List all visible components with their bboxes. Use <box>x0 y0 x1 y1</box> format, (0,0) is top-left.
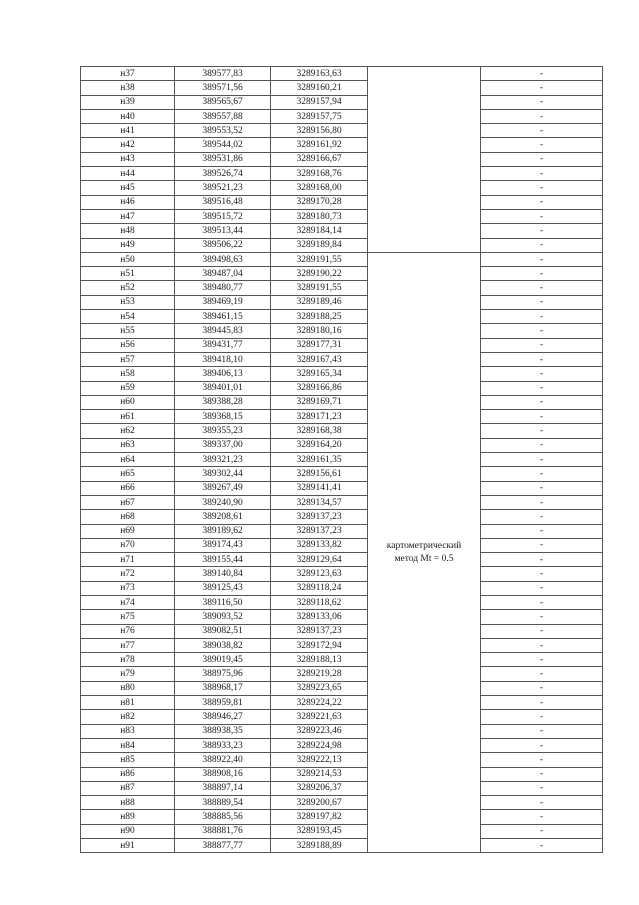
table-row <box>81 367 603 381</box>
coordinates-table-container <box>80 66 603 853</box>
table-row <box>81 152 603 166</box>
point-name-cell: н38 <box>81 81 175 95</box>
x-coordinate-cell: 389267,49 <box>175 481 271 495</box>
point-name-cell: н54 <box>81 310 175 324</box>
point-name-cell: н70 <box>81 538 175 552</box>
y-coordinate-cell: 3289137,23 <box>271 524 368 538</box>
y-coordinate-cell: 3289206,37 <box>271 781 368 795</box>
point-name-cell: н85 <box>81 753 175 767</box>
y-coordinate-cell: 3289134,57 <box>271 495 368 509</box>
x-coordinate-cell: 389521,23 <box>175 181 271 195</box>
table-row <box>81 195 603 209</box>
y-coordinate-cell: 3289191,55 <box>271 281 368 295</box>
table-row <box>81 438 603 452</box>
x-coordinate-cell: 389431,77 <box>175 338 271 352</box>
y-coordinate-cell: 3289224,22 <box>271 696 368 710</box>
point-name-cell: н68 <box>81 510 175 524</box>
x-coordinate-cell: 389116,50 <box>175 595 271 609</box>
note-cell: - <box>481 152 603 166</box>
point-name-cell: н42 <box>81 138 175 152</box>
note-cell: - <box>481 595 603 609</box>
table-row <box>81 653 603 667</box>
point-name-cell: н79 <box>81 667 175 681</box>
note-cell: - <box>481 95 603 109</box>
point-name-cell: н46 <box>81 195 175 209</box>
x-coordinate-cell: 388908,16 <box>175 767 271 781</box>
y-coordinate-cell: 3289191,55 <box>271 252 368 266</box>
point-name-cell: н78 <box>81 653 175 667</box>
y-coordinate-cell: 3289188,25 <box>271 310 368 324</box>
note-cell: - <box>481 495 603 509</box>
table-row <box>81 352 603 366</box>
table-row <box>81 510 603 524</box>
point-name-cell: н67 <box>81 495 175 509</box>
x-coordinate-cell: 389469,19 <box>175 295 271 309</box>
table-row <box>81 81 603 95</box>
x-coordinate-cell: 389093,52 <box>175 610 271 624</box>
table-row <box>81 667 603 681</box>
x-coordinate-cell: 389082,51 <box>175 624 271 638</box>
x-coordinate-cell: 389544,02 <box>175 138 271 152</box>
x-coordinate-cell: 389445,83 <box>175 324 271 338</box>
table-row <box>81 109 603 123</box>
x-coordinate-cell: 389480,77 <box>175 281 271 295</box>
note-cell: - <box>481 310 603 324</box>
y-coordinate-cell: 3289133,82 <box>271 538 368 552</box>
note-cell: - <box>481 696 603 710</box>
point-name-cell: н52 <box>81 281 175 295</box>
table-row <box>81 610 603 624</box>
x-coordinate-cell: 388897,14 <box>175 781 271 795</box>
table-row <box>81 481 603 495</box>
x-coordinate-cell: 389487,04 <box>175 267 271 281</box>
table-row <box>81 738 603 752</box>
point-name-cell: н55 <box>81 324 175 338</box>
method-cell <box>368 252 481 852</box>
y-coordinate-cell: 3289156,61 <box>271 467 368 481</box>
x-coordinate-cell: 388946,27 <box>175 710 271 724</box>
y-coordinate-cell: 3289184,14 <box>271 224 368 238</box>
note-cell: - <box>481 538 603 552</box>
note-cell: - <box>481 181 603 195</box>
y-coordinate-cell: 3289219,28 <box>271 667 368 681</box>
x-coordinate-cell: 389401,01 <box>175 381 271 395</box>
table-row <box>81 281 603 295</box>
y-coordinate-cell: 3289193,45 <box>271 824 368 838</box>
note-cell: - <box>481 767 603 781</box>
table-row <box>81 753 603 767</box>
x-coordinate-cell: 388889,54 <box>175 796 271 810</box>
x-coordinate-cell: 389406,13 <box>175 367 271 381</box>
point-name-cell: н45 <box>81 181 175 195</box>
table-row <box>81 538 603 552</box>
point-name-cell: н88 <box>81 796 175 810</box>
table-row <box>81 767 603 781</box>
table-row <box>81 181 603 195</box>
point-name-cell: н81 <box>81 696 175 710</box>
table-row <box>81 581 603 595</box>
note-cell: - <box>481 610 603 624</box>
table-row <box>81 624 603 638</box>
x-coordinate-cell: 388959,81 <box>175 696 271 710</box>
point-name-cell: н65 <box>81 467 175 481</box>
table-row <box>81 638 603 652</box>
x-coordinate-cell: 389368,15 <box>175 410 271 424</box>
table-row <box>81 781 603 795</box>
point-name-cell: н50 <box>81 252 175 266</box>
x-coordinate-cell: 389019,45 <box>175 653 271 667</box>
note-cell: - <box>481 209 603 223</box>
note-cell: - <box>481 410 603 424</box>
y-coordinate-cell: 3289222,13 <box>271 753 368 767</box>
y-coordinate-cell: 3289168,00 <box>271 181 368 195</box>
note-cell: - <box>481 567 603 581</box>
point-name-cell: н91 <box>81 839 175 853</box>
table-row <box>81 381 603 395</box>
x-coordinate-cell: 388885,56 <box>175 810 271 824</box>
x-coordinate-cell: 389321,23 <box>175 453 271 467</box>
table-row <box>81 796 603 810</box>
point-name-cell: н53 <box>81 295 175 309</box>
point-name-cell: н84 <box>81 738 175 752</box>
x-coordinate-cell: 389240,90 <box>175 495 271 509</box>
table-row <box>81 67 603 81</box>
table-row <box>81 467 603 481</box>
point-name-cell: н47 <box>81 209 175 223</box>
point-name-cell: н48 <box>81 224 175 238</box>
note-cell: - <box>481 238 603 252</box>
note-cell: - <box>481 624 603 638</box>
table-row <box>81 167 603 181</box>
note-cell: - <box>481 252 603 266</box>
note-cell: - <box>481 710 603 724</box>
y-coordinate-cell: 3289190,22 <box>271 267 368 281</box>
point-name-cell: н64 <box>81 453 175 467</box>
x-coordinate-cell: 389513,44 <box>175 224 271 238</box>
table-row <box>81 338 603 352</box>
point-name-cell: н77 <box>81 638 175 652</box>
point-name-cell: н57 <box>81 352 175 366</box>
y-coordinate-cell: 3289168,38 <box>271 424 368 438</box>
note-cell: - <box>481 267 603 281</box>
table-row <box>81 424 603 438</box>
note-cell: - <box>481 338 603 352</box>
x-coordinate-cell: 389557,88 <box>175 109 271 123</box>
x-coordinate-cell: 389355,23 <box>175 424 271 438</box>
point-name-cell: н40 <box>81 109 175 123</box>
note-cell: - <box>481 424 603 438</box>
x-coordinate-cell: 389388,28 <box>175 395 271 409</box>
y-coordinate-cell: 3289177,31 <box>271 338 368 352</box>
y-coordinate-cell: 3289157,94 <box>271 95 368 109</box>
y-coordinate-cell: 3289167,43 <box>271 352 368 366</box>
note-cell: - <box>481 281 603 295</box>
table-row <box>81 410 603 424</box>
point-name-cell: н86 <box>81 767 175 781</box>
x-coordinate-cell: 388968,17 <box>175 681 271 695</box>
y-coordinate-cell: 3289141,41 <box>271 481 368 495</box>
note-cell: - <box>481 638 603 652</box>
point-name-cell: н80 <box>81 681 175 695</box>
note-cell: - <box>481 481 603 495</box>
point-name-cell: н59 <box>81 381 175 395</box>
x-coordinate-cell: 389461,15 <box>175 310 271 324</box>
x-coordinate-cell: 388933,23 <box>175 738 271 752</box>
y-coordinate-cell: 3289221,63 <box>271 710 368 724</box>
x-coordinate-cell: 389515,72 <box>175 209 271 223</box>
table-row <box>81 324 603 338</box>
point-name-cell: н66 <box>81 481 175 495</box>
point-name-cell: н82 <box>81 710 175 724</box>
table-row <box>81 295 603 309</box>
note-cell: - <box>481 395 603 409</box>
y-coordinate-cell: 3289180,16 <box>271 324 368 338</box>
note-cell: - <box>481 381 603 395</box>
point-name-cell: н71 <box>81 553 175 567</box>
table-row <box>81 839 603 853</box>
table-row <box>81 824 603 838</box>
note-cell: - <box>481 524 603 538</box>
x-coordinate-cell: 389140,84 <box>175 567 271 581</box>
note-cell: - <box>481 781 603 795</box>
x-coordinate-cell: 389038,82 <box>175 638 271 652</box>
point-name-cell: н90 <box>81 824 175 838</box>
point-name-cell: н51 <box>81 267 175 281</box>
method-cell <box>368 67 481 253</box>
table-row <box>81 138 603 152</box>
point-name-cell: н41 <box>81 124 175 138</box>
x-coordinate-cell: 389553,52 <box>175 124 271 138</box>
point-name-cell: н56 <box>81 338 175 352</box>
y-coordinate-cell: 3289200,67 <box>271 796 368 810</box>
point-name-cell: н60 <box>81 395 175 409</box>
x-coordinate-cell: 389516,48 <box>175 195 271 209</box>
y-coordinate-cell: 3289168,76 <box>271 167 368 181</box>
note-cell: - <box>481 224 603 238</box>
point-name-cell: н76 <box>81 624 175 638</box>
note-cell: - <box>481 824 603 838</box>
note-cell: - <box>481 438 603 452</box>
table-row <box>81 524 603 538</box>
note-cell: - <box>481 581 603 595</box>
point-name-cell: н62 <box>81 424 175 438</box>
x-coordinate-cell: 389526,74 <box>175 167 271 181</box>
note-cell: - <box>481 195 603 209</box>
table-row <box>81 224 603 238</box>
note-cell: - <box>481 724 603 738</box>
x-coordinate-cell: 389174,43 <box>175 538 271 552</box>
note-cell: - <box>481 667 603 681</box>
note-cell: - <box>481 653 603 667</box>
note-cell: - <box>481 367 603 381</box>
table-row <box>81 252 603 266</box>
table-row <box>81 124 603 138</box>
x-coordinate-cell: 389418,10 <box>175 352 271 366</box>
x-coordinate-cell: 388975,96 <box>175 667 271 681</box>
y-coordinate-cell: 3289223,65 <box>271 681 368 695</box>
table-row <box>81 95 603 109</box>
y-coordinate-cell: 3289163,63 <box>271 67 368 81</box>
x-coordinate-cell: 389125,43 <box>175 581 271 595</box>
y-coordinate-cell: 3289161,92 <box>271 138 368 152</box>
table-row <box>81 595 603 609</box>
x-coordinate-cell: 389337,00 <box>175 438 271 452</box>
point-name-cell: н87 <box>81 781 175 795</box>
table-row <box>81 724 603 738</box>
point-name-cell: н58 <box>81 367 175 381</box>
table-row <box>81 267 603 281</box>
note-cell: - <box>481 510 603 524</box>
y-coordinate-cell: 3289166,67 <box>271 152 368 166</box>
point-name-cell: н69 <box>81 524 175 538</box>
y-coordinate-cell: 3289188,13 <box>271 653 368 667</box>
table-row <box>81 553 603 567</box>
note-cell: - <box>481 681 603 695</box>
y-coordinate-cell: 3289118,62 <box>271 595 368 609</box>
y-coordinate-cell: 3289197,82 <box>271 810 368 824</box>
note-cell: - <box>481 352 603 366</box>
y-coordinate-cell: 3289164,20 <box>271 438 368 452</box>
x-coordinate-cell: 389302,44 <box>175 467 271 481</box>
note-cell: - <box>481 453 603 467</box>
note-cell: - <box>481 810 603 824</box>
x-coordinate-cell: 389189,62 <box>175 524 271 538</box>
point-name-cell: н89 <box>81 810 175 824</box>
note-cell: - <box>481 467 603 481</box>
table-row <box>81 495 603 509</box>
note-cell: - <box>481 839 603 853</box>
point-name-cell: н72 <box>81 567 175 581</box>
note-cell: - <box>481 738 603 752</box>
y-coordinate-cell: 3289165,34 <box>271 367 368 381</box>
note-cell: - <box>481 753 603 767</box>
y-coordinate-cell: 3289156,80 <box>271 124 368 138</box>
x-coordinate-cell: 389577,83 <box>175 67 271 81</box>
table-row <box>81 310 603 324</box>
method-text-line: метод Mt = 0.5 <box>394 553 454 564</box>
y-coordinate-cell: 3289157,75 <box>271 109 368 123</box>
table-row <box>81 810 603 824</box>
x-coordinate-cell: 389498,63 <box>175 252 271 266</box>
table-row <box>81 710 603 724</box>
y-coordinate-cell: 3289169,71 <box>271 395 368 409</box>
y-coordinate-cell: 3289214,53 <box>271 767 368 781</box>
method-text-line: картометрический <box>386 540 462 551</box>
point-name-cell: н73 <box>81 581 175 595</box>
y-coordinate-cell: 3289137,23 <box>271 510 368 524</box>
y-coordinate-cell: 3289161,35 <box>271 453 368 467</box>
x-coordinate-cell: 388877,77 <box>175 839 271 853</box>
y-coordinate-cell: 3289189,46 <box>271 295 368 309</box>
point-name-cell: н49 <box>81 238 175 252</box>
point-name-cell: н37 <box>81 67 175 81</box>
y-coordinate-cell: 3289160,21 <box>271 81 368 95</box>
note-cell: - <box>481 324 603 338</box>
table-row <box>81 567 603 581</box>
x-coordinate-cell: 388922,40 <box>175 753 271 767</box>
y-coordinate-cell: 3289129,64 <box>271 553 368 567</box>
y-coordinate-cell: 3289223,46 <box>271 724 368 738</box>
note-cell: - <box>481 124 603 138</box>
y-coordinate-cell: 3289224,98 <box>271 738 368 752</box>
note-cell: - <box>481 796 603 810</box>
x-coordinate-cell: 388881,76 <box>175 824 271 838</box>
coordinates-table <box>80 66 603 853</box>
x-coordinate-cell: 388938,35 <box>175 724 271 738</box>
y-coordinate-cell: 3289133,06 <box>271 610 368 624</box>
x-coordinate-cell: 389565,67 <box>175 95 271 109</box>
y-coordinate-cell: 3289118,24 <box>271 581 368 595</box>
y-coordinate-cell: 3289170,28 <box>271 195 368 209</box>
y-coordinate-cell: 3289188,89 <box>271 839 368 853</box>
note-cell: - <box>481 138 603 152</box>
point-name-cell: н43 <box>81 152 175 166</box>
coordinates-table-body <box>81 67 603 853</box>
x-coordinate-cell: 389531,86 <box>175 152 271 166</box>
note-cell: - <box>481 167 603 181</box>
note-cell: - <box>481 67 603 81</box>
point-name-cell: н44 <box>81 167 175 181</box>
point-name-cell: н61 <box>81 410 175 424</box>
point-name-cell: н75 <box>81 610 175 624</box>
point-name-cell: н39 <box>81 95 175 109</box>
point-name-cell: н63 <box>81 438 175 452</box>
note-cell: - <box>481 553 603 567</box>
table-row <box>81 453 603 467</box>
table-row <box>81 209 603 223</box>
x-coordinate-cell: 389208,61 <box>175 510 271 524</box>
y-coordinate-cell: 3289172,94 <box>271 638 368 652</box>
y-coordinate-cell: 3289123,63 <box>271 567 368 581</box>
note-cell: - <box>481 81 603 95</box>
y-coordinate-cell: 3289171,23 <box>271 410 368 424</box>
y-coordinate-cell: 3289189,84 <box>271 238 368 252</box>
point-name-cell: н83 <box>81 724 175 738</box>
x-coordinate-cell: 389506,22 <box>175 238 271 252</box>
note-cell: - <box>481 295 603 309</box>
table-row <box>81 681 603 695</box>
note-cell: - <box>481 109 603 123</box>
y-coordinate-cell: 3289137,23 <box>271 624 368 638</box>
y-coordinate-cell: 3289166,86 <box>271 381 368 395</box>
x-coordinate-cell: 389571,56 <box>175 81 271 95</box>
table-row <box>81 395 603 409</box>
y-coordinate-cell: 3289180,73 <box>271 209 368 223</box>
table-row <box>81 238 603 252</box>
x-coordinate-cell: 389155,44 <box>175 553 271 567</box>
table-row <box>81 696 603 710</box>
point-name-cell: н74 <box>81 595 175 609</box>
